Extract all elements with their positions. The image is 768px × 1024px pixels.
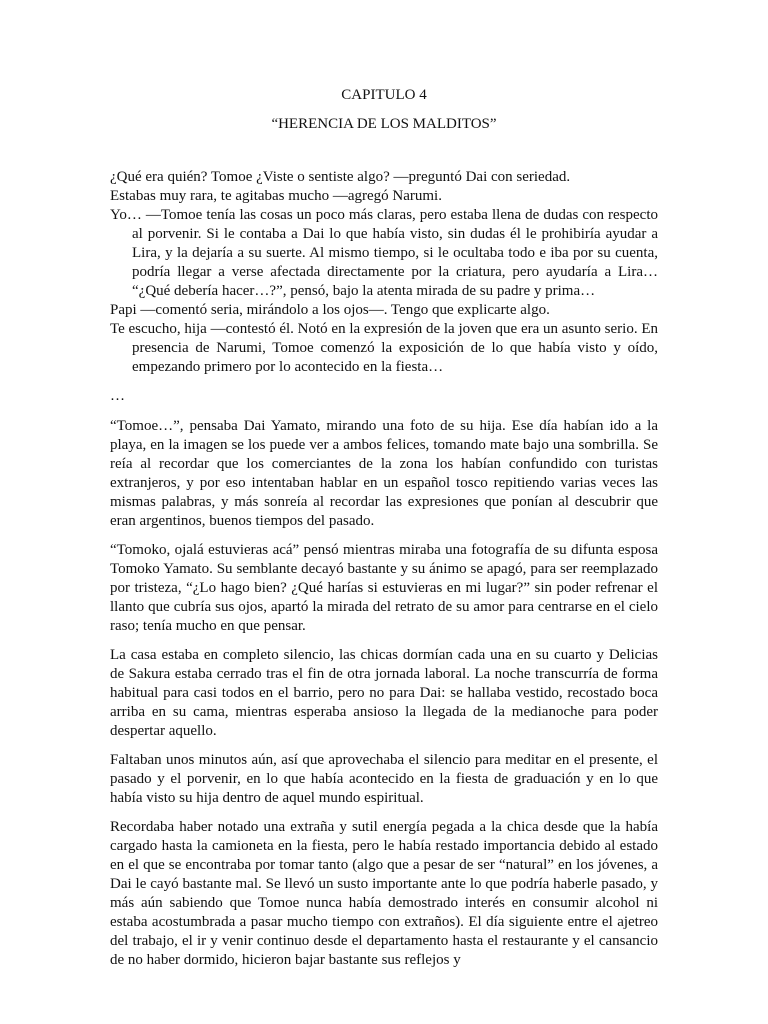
scene-separator: …	[110, 388, 125, 404]
document-page	[110, 86, 658, 970]
body-paragraph: “Tomoe…”, pensaba Dai Yamato, mirando una foto de su hija. Ese día habían ido a la playa, en la imagen se los puede ver a ambos felices, tomando mate bajo una sombrilla. Se reía al recordar que los comerciantes de la zona los habían confundido con turistas extranjeros, y por eso intentaban hablar en un español tosco repitiendo varias veces las mismas palabras, y más sonreía al recordar las expresiones que ponían al descubrir que eran argentinos, buenos tiempos del pasado.	[110, 418, 658, 529]
dialogue-line: Te escucho, hija —contestó él. Notó en la expresión de la joven que era un asunto serio. En presencia de Narumi, Tomoe comenzó la exposición de lo que había visto y oído, empezando primero por lo acontecido en la fiesta…	[110, 321, 658, 375]
dialogue-block	[110, 168, 658, 377]
body-paragraph: La casa estaba en completo silencio, las chicas dormían cada una en su cuarto y Delicias de Sakura estaba cerrado tras el fin de otra jornada laboral. La noche transcurría de forma habitual para casi todos en el barrio, pero no para Dai: se hallaba vestido, recostado boca arriba en su cama, mientras esperaba ansioso la llegada de la medianoche para poder despertar aquello.	[110, 647, 658, 739]
chapter-title: “HERENCIA DE LOS MALDITOS”	[271, 116, 497, 132]
dialogue-line: Yo… —Tomoe tenía las cosas un poco más claras, pero estaba llena de dudas con respecto al porvenir. Si le contaba a Dai lo que había visto, sin dudas él le prohibiría ayudar a Lira, y la dejaría a su suerte. Al mismo tiempo, si le ocultaba todo e iba por su cuenta, podría llegar a verse afectada directamente por la criatura, pero ayudaría a Lira… “¿Qué debería hacer…?”, pensó, bajo la atenta mirada de su padre y prima…	[110, 207, 658, 299]
body-paragraph: Faltaban unos minutos aún, así que aprovechaba el silencio para meditar en el presente, el pasado y el porvenir, en lo que había acontecido en la fiesta de graduación y en lo que había visto su hija dentro de aquel mundo espiritual.	[110, 752, 658, 806]
chapter-heading: CAPITULO 4	[341, 87, 427, 103]
dialogue-line: Estabas muy rara, te agitabas mucho —agregó Narumi.	[110, 188, 442, 204]
body-paragraph: Recordaba haber notado una extraña y sutil energía pegada a la chica desde que la había cargado hasta la camioneta en la fiesta, pero le había restado importancia debido al estado en el que se encontraba por tomar tanto (algo que a pesar de ser “natural” en los jóvenes, a Dai le cayó bastante mal. Se llevó un susto importante ante lo que podría haberle pasado, y más aún sabiendo que Tomoe nunca había demostrado interés en consumir alcohol ni estaba acostumbrada a pasar mucho tiempo con extraños). El día siguiente entre el ajetreo del trabajo, el ir y venir continuo desde el departamento hasta el restaurante y el cansancio de no haber dormido, hicieron bajar bastante sus reflejos y	[110, 819, 658, 968]
dialogue-line: Papi —comentó seria, mirándolo a los ojos—. Tengo que explicarte algo.	[110, 302, 550, 318]
body-paragraph: “Tomoko, ojalá estuvieras acá” pensó mientras miraba una fotografía de su difunta esposa Tomoko Yamato. Su semblante decayó bastante y su ánimo se apagó, para ser reemplazado por tristeza, “¿Lo hago bien? ¿Qué harías si estuvieras en mi lugar?” sin poder refrenar el llanto que cubría sus ojos, apartó la mirada del retrato de su amor para centrarse en el cielo raso; tenía mucho en que pensar.	[110, 542, 658, 634]
dialogue-line: ¿Qué era quién? Tomoe ¿Viste o sentiste algo? —preguntó Dai con seriedad.	[110, 169, 571, 185]
